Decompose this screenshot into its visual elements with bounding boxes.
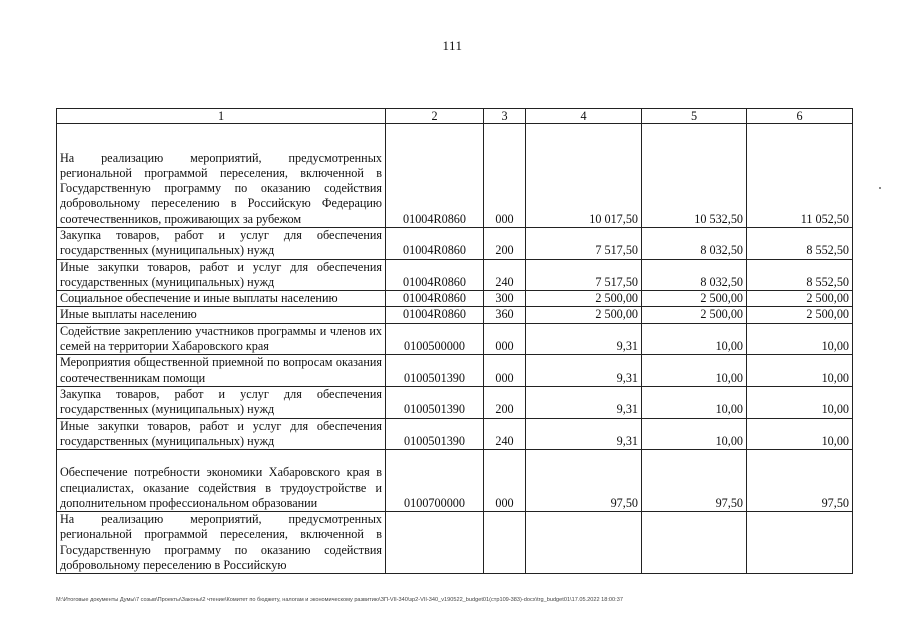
amount-year1-cell: 7 517,50 xyxy=(526,228,642,260)
target-article-code-cell: 0100501390 xyxy=(386,418,484,450)
expense-type-cell: 300 xyxy=(484,291,526,307)
table-row xyxy=(57,386,853,418)
table-row xyxy=(57,259,853,291)
row-name-cell: На реализацию мероприятий, предусмотренных региональной программой переселения, включенной в Государственную программу по оказанию содействия добровольному переселению в Российскую xyxy=(57,512,386,574)
expense-type-cell: 240 xyxy=(484,259,526,291)
table-row xyxy=(57,307,853,323)
row-name-cell: Закупка товаров, работ и услуг для обеспечения государственных (муниципальных) нужд xyxy=(57,386,386,418)
row-name-cell: Обеспечение потребности экономики Хабаровского края в специалистах, оказание содействия в трудоустройстве и дополнительном профессиональном образовании xyxy=(57,450,386,512)
amount-year3-cell: 10,00 xyxy=(747,386,853,418)
table-header-row xyxy=(57,109,853,124)
amount-year3-cell: 97,50 xyxy=(747,450,853,512)
amount-year2-cell: 10,00 xyxy=(642,386,747,418)
file-path-footer: M:\Итоговые документы Думы\7 созыв\Проекты\Законы\2 чтение\Комитет по бюджету, налогам и экономическому развитию\ЗП-VII-340\зр2-VII-340_v190522_budget01(стр109-383)-docx\trg_budget01\17.05.2022 18:00:37 xyxy=(56,597,623,603)
table-row xyxy=(57,228,853,260)
column-header-2: 2 xyxy=(386,109,484,124)
amount-year1-cell: 2 500,00 xyxy=(526,291,642,307)
expense-type-cell: 000 xyxy=(484,450,526,512)
column-header-6: 6 xyxy=(747,109,853,124)
amount-year1-cell: 10 017,50 xyxy=(526,124,642,228)
amount-year1-cell: 9,31 xyxy=(526,323,642,355)
expense-type-cell: 360 xyxy=(484,307,526,323)
amount-year2-cell: 97,50 xyxy=(642,450,747,512)
expense-type-cell: 000 xyxy=(484,323,526,355)
amount-year3-cell: 10,00 xyxy=(747,418,853,450)
amount-year3-cell: 2 500,00 xyxy=(747,291,853,307)
amount-year3-cell xyxy=(747,512,853,574)
amount-year2-cell: 8 032,50 xyxy=(642,228,747,260)
row-name-cell: Иные выплаты населению xyxy=(57,307,386,323)
row-name-cell: Иные закупки товаров, работ и услуг для обеспечения государственных (муниципальных) нужд xyxy=(57,418,386,450)
table-row xyxy=(57,355,853,387)
budget-table xyxy=(56,108,853,574)
target-article-code-cell: 01004R0860 xyxy=(386,124,484,228)
column-header-1: 1 xyxy=(57,109,386,124)
table-row xyxy=(57,124,853,228)
amount-year1-cell: 9,31 xyxy=(526,386,642,418)
amount-year2-cell: 10,00 xyxy=(642,355,747,387)
column-header-5: 5 xyxy=(642,109,747,124)
target-article-code-cell: 0100500000 xyxy=(386,323,484,355)
scan-speck xyxy=(879,187,881,189)
target-article-code-cell: 01004R0860 xyxy=(386,259,484,291)
row-name-cell: Закупка товаров, работ и услуг для обеспечения государственных (муниципальных) нужд xyxy=(57,228,386,260)
amount-year2-cell: 8 032,50 xyxy=(642,259,747,291)
table-row xyxy=(57,512,853,574)
amount-year2-cell: 10,00 xyxy=(642,418,747,450)
amount-year2-cell xyxy=(642,512,747,574)
amount-year2-cell: 10,00 xyxy=(642,323,747,355)
amount-year1-cell: 2 500,00 xyxy=(526,307,642,323)
target-article-code-cell: 0100501390 xyxy=(386,386,484,418)
table-row xyxy=(57,450,853,512)
target-article-code-cell: 0100700000 xyxy=(386,450,484,512)
amount-year3-cell: 10,00 xyxy=(747,355,853,387)
row-name-cell: На реализацию мероприятий, предусмотренных региональной программой переселения, включенной в Государственную программу по оказанию содействия добровольному переселению в Российскую Федерацию соотечественников, проживающих за рубежом xyxy=(57,124,386,228)
row-name-cell: Мероприятия общественной приемной по вопросам оказания соотечественникам помощи xyxy=(57,355,386,387)
amount-year3-cell: 10,00 xyxy=(747,323,853,355)
amount-year1-cell: 7 517,50 xyxy=(526,259,642,291)
amount-year1-cell: 97,50 xyxy=(526,450,642,512)
expense-type-cell: 000 xyxy=(484,124,526,228)
row-name-cell: Содействие закреплению участников программы и членов их семей на территории Хабаровского края xyxy=(57,323,386,355)
target-article-code-cell: 01004R0860 xyxy=(386,228,484,260)
expense-type-cell: 000 xyxy=(484,355,526,387)
target-article-code-cell: 01004R0860 xyxy=(386,291,484,307)
target-article-code-cell: 0100501390 xyxy=(386,355,484,387)
amount-year3-cell: 8 552,50 xyxy=(747,228,853,260)
amount-year2-cell: 2 500,00 xyxy=(642,307,747,323)
target-article-code-cell xyxy=(386,512,484,574)
expense-type-cell: 200 xyxy=(484,386,526,418)
amount-year2-cell: 2 500,00 xyxy=(642,291,747,307)
amount-year2-cell: 10 532,50 xyxy=(642,124,747,228)
amount-year3-cell: 8 552,50 xyxy=(747,259,853,291)
table-row xyxy=(57,291,853,307)
row-name-cell: Социальное обеспечение и иные выплаты населению xyxy=(57,291,386,307)
expense-type-cell xyxy=(484,512,526,574)
expense-type-cell: 240 xyxy=(484,418,526,450)
amount-year1-cell: 9,31 xyxy=(526,355,642,387)
table-row xyxy=(57,323,853,355)
table-row xyxy=(57,418,853,450)
page-number: 111 xyxy=(442,38,463,53)
amount-year3-cell: 11 052,50 xyxy=(747,124,853,228)
amount-year3-cell: 2 500,00 xyxy=(747,307,853,323)
row-name-cell: Иные закупки товаров, работ и услуг для обеспечения государственных (муниципальных) нужд xyxy=(57,259,386,291)
amount-year1-cell xyxy=(526,512,642,574)
target-article-code-cell: 01004R0860 xyxy=(386,307,484,323)
column-header-3: 3 xyxy=(484,109,526,124)
amount-year1-cell: 9,31 xyxy=(526,418,642,450)
expense-type-cell: 200 xyxy=(484,228,526,260)
column-header-4: 4 xyxy=(526,109,642,124)
